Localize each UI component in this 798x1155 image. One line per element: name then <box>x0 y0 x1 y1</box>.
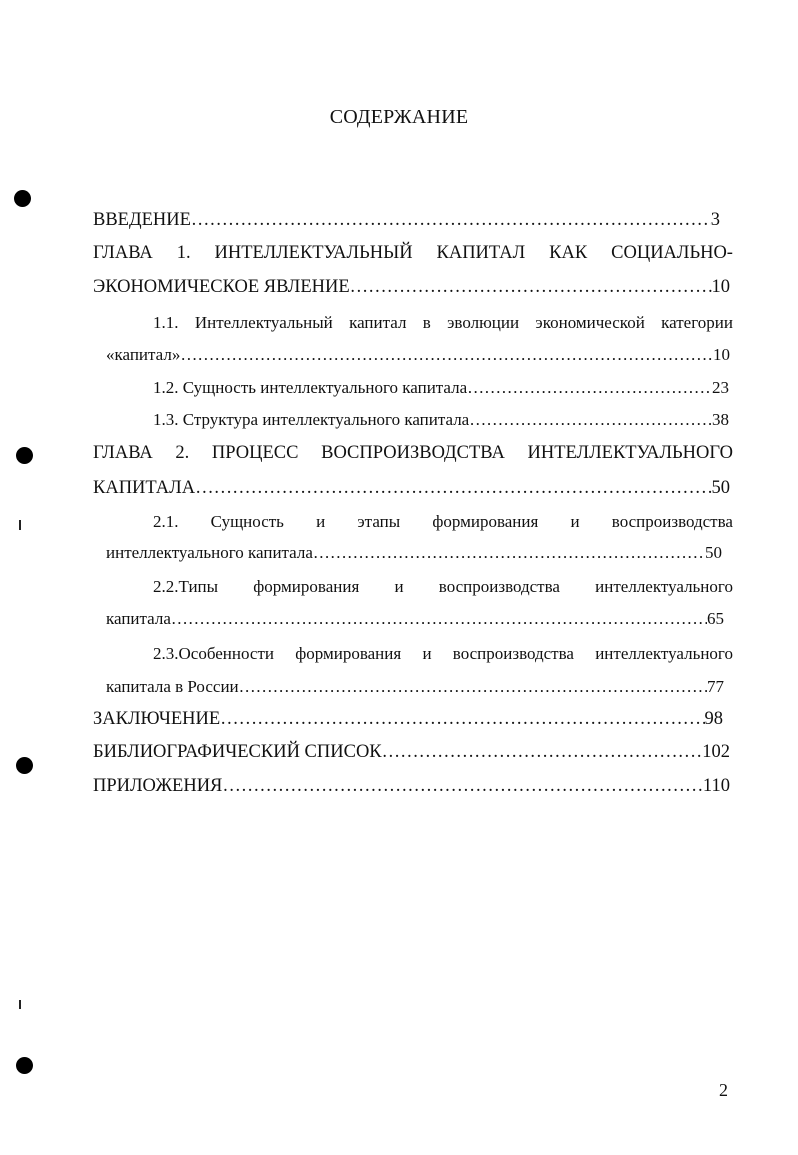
toc-entry-intro <box>93 208 720 232</box>
word: ИНТЕЛЛЕКТУАЛЬНЫЙ <box>214 243 413 263</box>
toc-label: капитала <box>106 609 171 628</box>
word: и <box>394 577 404 596</box>
toc-page: 98 <box>704 709 723 729</box>
word: этапы <box>357 512 401 531</box>
leader-dots <box>191 208 711 232</box>
toc-section-1-3 <box>153 408 729 432</box>
leader-dots <box>195 476 711 500</box>
word: КАПИТАЛ <box>436 243 526 263</box>
leader-dots <box>180 343 713 367</box>
toc-label: КАПИТАЛА <box>93 478 196 498</box>
word: экономической <box>535 313 645 332</box>
toc-section-2-3-line1 <box>153 642 733 666</box>
leader-dots <box>313 541 705 565</box>
word: 2. <box>175 443 190 463</box>
toc-entry-appendices <box>93 774 730 798</box>
toc-section-1-1-line2 <box>106 343 730 367</box>
word: формирования <box>295 644 402 663</box>
toc-label: 1.3. Структура интеллектуального капитала <box>153 410 470 429</box>
word: воспроизводства <box>452 644 574 663</box>
word: Сущность <box>210 512 284 531</box>
word: ПРОЦЕСС <box>211 443 299 463</box>
word: формирования <box>253 577 360 596</box>
toc-section-2-3-line2 <box>106 675 724 699</box>
word: воспроизводства <box>611 512 733 531</box>
word: и <box>570 512 580 531</box>
leader-dots <box>222 774 703 798</box>
word: КАК <box>549 243 588 263</box>
leader-dots <box>220 707 704 731</box>
leader-dots <box>350 275 712 299</box>
word: ГЛАВА <box>93 443 153 463</box>
word: интеллектуального <box>595 644 733 663</box>
binding-hole-2 <box>16 447 33 464</box>
toc-page: 77 <box>707 677 724 696</box>
toc-page: 3 <box>710 210 720 230</box>
binding-hole-1 <box>14 190 31 207</box>
toc-section-1-2 <box>153 376 729 400</box>
toc-section-1-1-line1 <box>153 311 733 335</box>
page-number: 2 <box>719 1080 728 1100</box>
word: ИНТЕЛЛЕКТУАЛЬНОГО <box>527 443 733 463</box>
toc-label: капитала в России <box>106 677 239 696</box>
toc-label: ЗАКЛЮЧЕНИЕ <box>93 709 221 729</box>
toc-section-2-1-line1 <box>153 510 733 534</box>
word: 2.2.Типы <box>153 577 219 596</box>
word: эволюции <box>447 313 520 332</box>
word: 1.1. <box>153 313 179 332</box>
leader-dots <box>467 376 712 400</box>
word: СОЦИАЛЬНО- <box>611 243 733 263</box>
word: и <box>316 512 326 531</box>
toc-section-2-2-line2 <box>106 607 724 631</box>
toc-page: 50 <box>711 478 730 498</box>
toc-page: 102 <box>702 742 730 762</box>
binding-hole-4 <box>16 1057 33 1074</box>
toc-chapter1-line2 <box>93 275 730 299</box>
word: капитал <box>349 313 407 332</box>
leader-dots <box>171 607 707 631</box>
word: интеллектуального <box>595 577 733 596</box>
toc-label: ПРИЛОЖЕНИЯ <box>93 776 223 796</box>
toc-label: интеллектуального капитала <box>106 543 313 562</box>
toc-page: 110 <box>702 776 730 796</box>
toc-page: 50 <box>705 543 722 562</box>
toc-page: 23 <box>712 378 729 397</box>
toc-chapter1-line1 <box>93 241 733 265</box>
word: формирования <box>432 512 539 531</box>
word: 2.1. <box>153 512 179 531</box>
toc-page: 10 <box>711 277 730 297</box>
toc-entry-conclusion <box>93 707 723 731</box>
toc-entry-bibliography <box>93 740 730 764</box>
scan-mark <box>19 520 21 530</box>
toc-page: 10 <box>713 345 730 364</box>
toc-label: ЭКОНОМИЧЕСКОЕ ЯВЛЕНИЕ <box>93 277 350 297</box>
toc-page: 65 <box>707 609 724 628</box>
page-title: СОДЕРЖАНИЕ <box>329 106 469 128</box>
toc-label: ВВЕДЕНИЕ <box>93 210 191 230</box>
word: в <box>422 313 431 332</box>
word: ГЛАВА <box>93 243 153 263</box>
word: 2.3.Особенности <box>153 644 274 663</box>
scan-mark <box>19 1000 21 1009</box>
toc-section-2-1-line2 <box>106 541 722 565</box>
toc-label: «капитал» <box>106 345 181 364</box>
word: 1. <box>176 243 191 263</box>
toc-label: 1.2. Сущность интеллектуального капитала <box>153 378 468 397</box>
word: Интеллектуальный <box>194 313 333 332</box>
toc-chapter2-line1 <box>93 441 733 465</box>
toc-chapter2-line2 <box>93 476 730 500</box>
word: ВОСПРОИЗВОДСТВА <box>321 443 505 463</box>
leader-dots <box>469 408 712 432</box>
word: воспроизводства <box>438 577 560 596</box>
toc-label: БИБЛИОГРАФИЧЕСКИЙ СПИСОК <box>93 742 382 762</box>
word: и <box>422 644 432 663</box>
word: категории <box>661 313 733 332</box>
binding-hole-3 <box>16 757 33 774</box>
toc-section-2-2-line1 <box>153 575 733 599</box>
leader-dots <box>239 675 707 699</box>
leader-dots <box>382 740 703 764</box>
toc-page: 38 <box>712 410 729 429</box>
